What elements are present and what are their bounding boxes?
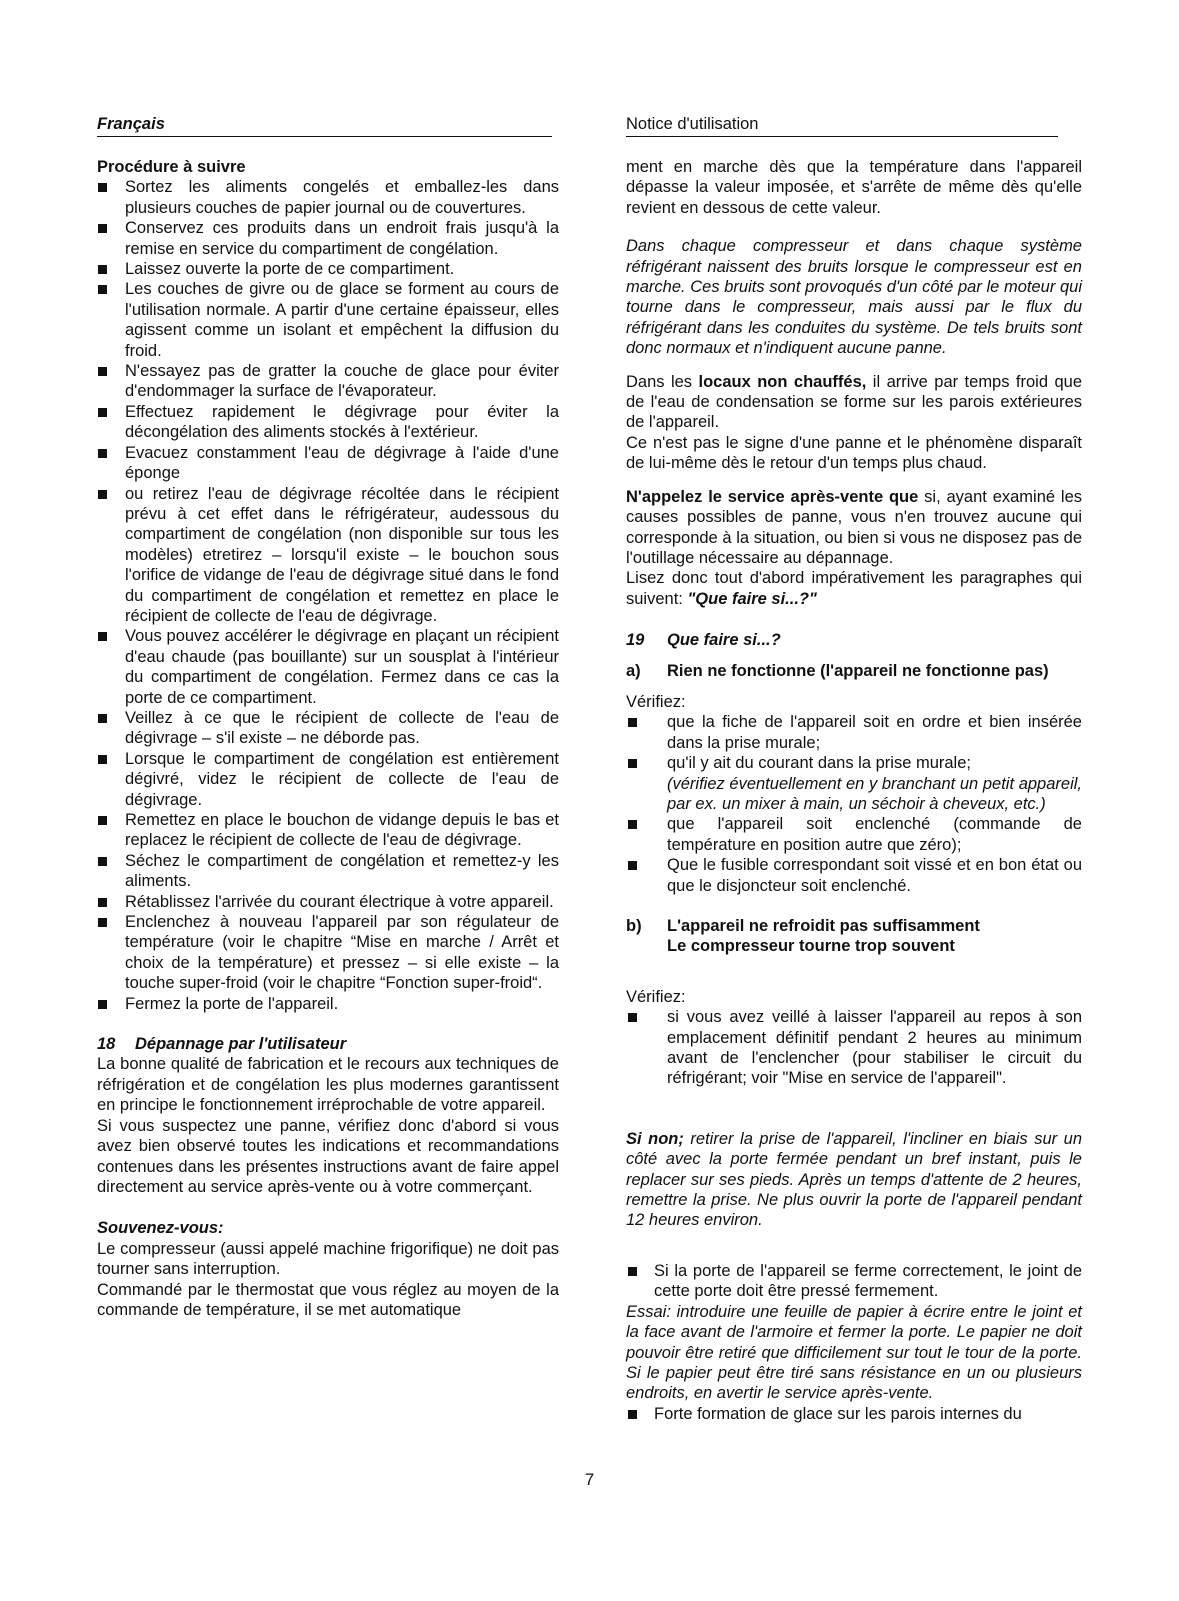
service-emphasis: N'appelez le service après-vente que bbox=[626, 487, 919, 506]
check-list-b bbox=[626, 1007, 1082, 1089]
list-item: Veillez à ce que le récipient de collecte de l'eau de dégivrage – s'il existe – ne déborde pas. bbox=[97, 708, 559, 749]
subsection-title-line-1: L'appareil ne refroidit pas suffisamment bbox=[667, 917, 980, 935]
list-item: Rétablissez l'arrivée du courant électrique à votre appareil. bbox=[97, 892, 559, 912]
bullet-square-icon bbox=[98, 918, 107, 927]
bullet-square-icon bbox=[98, 183, 107, 192]
souvenez-paragraph-2: Commandé par le thermostat que vous réglez au moyen de la commande de température, il se met automatique bbox=[97, 1280, 559, 1319]
lisez-quote: "Que faire si...?" bbox=[687, 589, 817, 608]
list-item: Remettez en place le bouchon de vidange depuis le bas et replacez le récipient de collecte de l'eau de dégivrage. bbox=[97, 810, 559, 851]
souvenez-heading: Souvenez-vous: bbox=[97, 1219, 224, 1238]
section-19-heading bbox=[626, 630, 1082, 650]
bullet-square-icon bbox=[628, 820, 637, 829]
list-item: que la fiche de l'appareil soit en ordre et bien insérée dans la prise murale; bbox=[626, 712, 1082, 753]
page-number: 7 bbox=[584, 1470, 595, 1489]
section-number: 18 bbox=[97, 1035, 116, 1054]
bullet-square-icon bbox=[628, 1267, 637, 1276]
list-item: Fermez la porte de l'appareil. bbox=[97, 994, 559, 1014]
bullet-square-icon bbox=[98, 224, 107, 233]
locaux-paragraph-2: Ce n'est pas le signe d'une panne et le phénomène disparaît de lui-même dès le retour d'un temps plus chaud. bbox=[626, 433, 1082, 473]
bullet-square-icon bbox=[98, 367, 107, 376]
list-item: Forte formation de glace sur les parois internes du bbox=[626, 1404, 1082, 1424]
list-item: Séchez le compartiment de congélation et remettez-y les aliments. bbox=[97, 851, 559, 892]
list-item: Les couches de givre ou de glace se forment au cours de l'utilisation normale. A partir d'une certaine épaisseur, elles agissent comme un isolant et empêchent la diffusion du froid. bbox=[97, 279, 559, 361]
subsection-title-line-2: Le compresseur tourne trop souvent bbox=[667, 937, 955, 956]
list-item: Enclenchez à nouveau l'appareil par son régulateur de température (voir le chapitre “Mise en marche / Arrêt et choix de la température) et pressez – si elle existe – la touche super-froid (voir le chapitre “Fonction super-froid“. bbox=[97, 912, 559, 994]
subsection-title: Rien ne fonctionne (l'appareil ne fonctionne pas) bbox=[667, 661, 1049, 680]
locaux-paragraph: Dans les locaux non chauffés, il arrive par temps froid que de l'eau de condensation se forme sur les parois extérieures de l'appareil. bbox=[626, 372, 1082, 432]
check-list-a bbox=[626, 712, 1082, 896]
bullet-square-icon bbox=[628, 1410, 637, 1419]
verifiez-label: Vérifiez: bbox=[626, 692, 686, 711]
list-item: Lorsque le compartiment de congélation est entièrement dégivré, videz le récipient de collecte de l'eau de dégivrage. bbox=[97, 749, 559, 810]
bullet-square-icon bbox=[628, 759, 637, 768]
list-item: Laissez ouverte la porte de ce compartiment. bbox=[97, 259, 559, 279]
section-number: 19 bbox=[626, 631, 645, 650]
door-list bbox=[626, 1261, 1082, 1302]
section-18-heading bbox=[97, 1034, 559, 1054]
subsection-b-heading bbox=[626, 916, 1082, 957]
list-item: qu'il y ait du courant dans la prise murale; (vérifiez éventuellement en y branchant un petit appareil, par ex. un mixer à main, un séchoir à cheveux, etc.) bbox=[626, 753, 1082, 814]
bullet-square-icon bbox=[98, 408, 107, 417]
verifiez-label: Vérifiez: bbox=[626, 987, 686, 1006]
left-column bbox=[97, 157, 559, 1320]
bullet-square-icon bbox=[98, 1000, 107, 1009]
bullet-square-icon bbox=[98, 857, 107, 866]
list-item: Que le fusible correspondant soit vissé et en bon état ou que le disjoncteur soit enclenché. bbox=[626, 855, 1082, 896]
list-item: Effectuez rapidement le dégivrage pour éviter la décongélation des aliments stockés à l'extérieur. bbox=[97, 402, 559, 443]
service-paragraph: N'appelez le service après-vente que si, ayant examiné les causes possibles de panne, vous n'en trouvez aucune qui corresponde à la situation, ou bien si vous ne disposez pas de l'outillage nécessaire au dépannage. bbox=[626, 487, 1083, 567]
header-section-language: Français bbox=[97, 114, 552, 137]
right-column bbox=[626, 157, 1082, 1424]
list-item: si vous avez veillé à laisser l'appareil au repos à son emplacement définitif pendant 2 heures au minimum avant de l'enclencher (pour stabiliser le circuit du réfrigérant; voir "Mise en service de l'appareil". bbox=[626, 1007, 1082, 1089]
noise-paragraph: Dans chaque compresseur et dans chaque système réfrigérant naissent des bruits lorsque le compresseur est en marche. Ces bruits sont provoqués d'un côté par le moteur qui tourne dans le compresseur, mais aussi par le flux du réfrigérant dans les conduites du système. De tels bruits sont donc normaux et n'indiquent aucune panne. bbox=[626, 237, 1082, 358]
section-title: Dépannage par l'utilisateur bbox=[135, 1035, 347, 1054]
sinon-paragraph: Si non; retirer la prise de l'appareil, l'incliner en biais sur un côté avec la porte fermée pendant un bref instant, puis le replacer sur ses pieds. Après un temps d'attente de 2 heures, remettre la prise. Ne plus ouvrir la porte de l'appareil pendant 12 heures environ. bbox=[626, 1129, 1083, 1230]
souvenez-paragraph-1: Le compresseur (aussi appelé machine frigorifique) ne doit pas tourner sans interruption. bbox=[97, 1239, 559, 1279]
bullet-square-icon bbox=[98, 755, 107, 764]
bullet-square-icon bbox=[98, 816, 107, 825]
header-document-title: Notice d'utilisation bbox=[626, 114, 1058, 137]
section-18-paragraph-1: La bonne qualité de fabrication et le recours aux techniques de réfrigération et de congélation les plus modernes garantissent en principe le fonctionnement irréprochable de votre appareil. bbox=[97, 1055, 559, 1115]
list-item: ou retirez l'eau de dégivrage récoltée dans le récipient prévu à cet effet dans le réfrigérateur, audessous du compartiment de congélation (non disponible sur tous les modèles) etretirez – lorsqu'il existe – le bouchon sous l'orifice de vidange de l'eau de dégivrage situé dans le fond du compartiment de congélation et remettez en place le récipient de collecte de l'eau de dégivrage. bbox=[97, 484, 559, 627]
locaux-emphasis: locaux non chauffés, bbox=[698, 372, 867, 391]
list-item: Si la porte de l'appareil se ferme correctement, le joint de cette porte doit être pressé fermement. bbox=[626, 1261, 1082, 1302]
continuation-paragraph: ment en marche dès que la température dans l'appareil dépasse la valeur imposée, et s'arrête de même dès qu'elle revient en dessous de cette valeur. bbox=[626, 158, 1082, 217]
sinon-emphasis: Si non; bbox=[626, 1129, 684, 1148]
bullet-square-icon bbox=[98, 285, 107, 294]
subsection-a-heading bbox=[626, 661, 1082, 681]
lisez-paragraph: Lisez donc tout d'abord impérativement les paragraphes qui suivent: "Que faire si...?" bbox=[626, 569, 1082, 608]
list-item: Sortez les aliments congelés et emballez-les dans plusieurs couches de papier journal ou de couvertures. bbox=[97, 177, 559, 218]
list-item: que l'appareil soit enclenché (commande de température en position autre que zéro); bbox=[626, 814, 1082, 855]
procedure-list bbox=[97, 177, 559, 1014]
section-title: Que faire si...? bbox=[667, 631, 781, 650]
list-item: Evacuez constamment l'eau de dégivrage à l'aide d'une éponge bbox=[97, 443, 559, 484]
bullet-square-icon bbox=[98, 714, 107, 723]
list-item: Vous pouvez accélérer le dégivrage en plaçant un récipient d'eau chaude (pas bouillante) sur un sousplat à l'intérieur du compartiment de congélation. Fermez dans ce cas la porte de ce compartiment. bbox=[97, 626, 559, 708]
procedure-heading: Procédure à suivre bbox=[97, 158, 246, 176]
bullet-square-icon bbox=[98, 632, 107, 641]
bullet-square-icon bbox=[628, 1013, 637, 1022]
bullet-square-icon bbox=[628, 861, 637, 870]
essai-paragraph: Essai: introduire une feuille de papier à écrire entre le joint et la face avant de l'armoire et fermer la porte. Le papier ne doit pouvoir être retiré que difficilement sur tout le tour de la porte. Si le papier peut être tiré sans résistance en un ou plusieurs endroits, en avertir le service après-vente. bbox=[626, 1302, 1082, 1403]
list-item: Conservez ces produits dans un endroit frais jusqu'à la remise en service du compartiment de congélation. bbox=[97, 218, 559, 259]
bullet-square-icon bbox=[98, 490, 107, 499]
bullet-square-icon bbox=[98, 449, 107, 458]
list-item: N'essayez pas de gratter la couche de glace pour éviter d'endommager la surface de l'évaporateur. bbox=[97, 361, 559, 402]
subsection-label: b) bbox=[626, 917, 642, 935]
bullet-square-icon bbox=[98, 265, 107, 274]
ice-list bbox=[626, 1404, 1082, 1424]
bullet-square-icon bbox=[628, 718, 637, 727]
section-18-paragraph-2: Si vous suspectez une panne, vérifiez donc d'abord si vous avez bien observé toutes les indications et recommandations contenues dans les présentes instructions avant de faire appel directement au service après-vente ou à votre commerçant. bbox=[97, 1116, 559, 1196]
bullet-square-icon bbox=[98, 898, 107, 907]
list-item-note: (vérifiez éventuellement en y branchant un petit appareil, par ex. un mixer à main, un séchoir à cheveux, etc.) bbox=[667, 774, 1082, 813]
subsection-label: a) bbox=[626, 661, 641, 680]
